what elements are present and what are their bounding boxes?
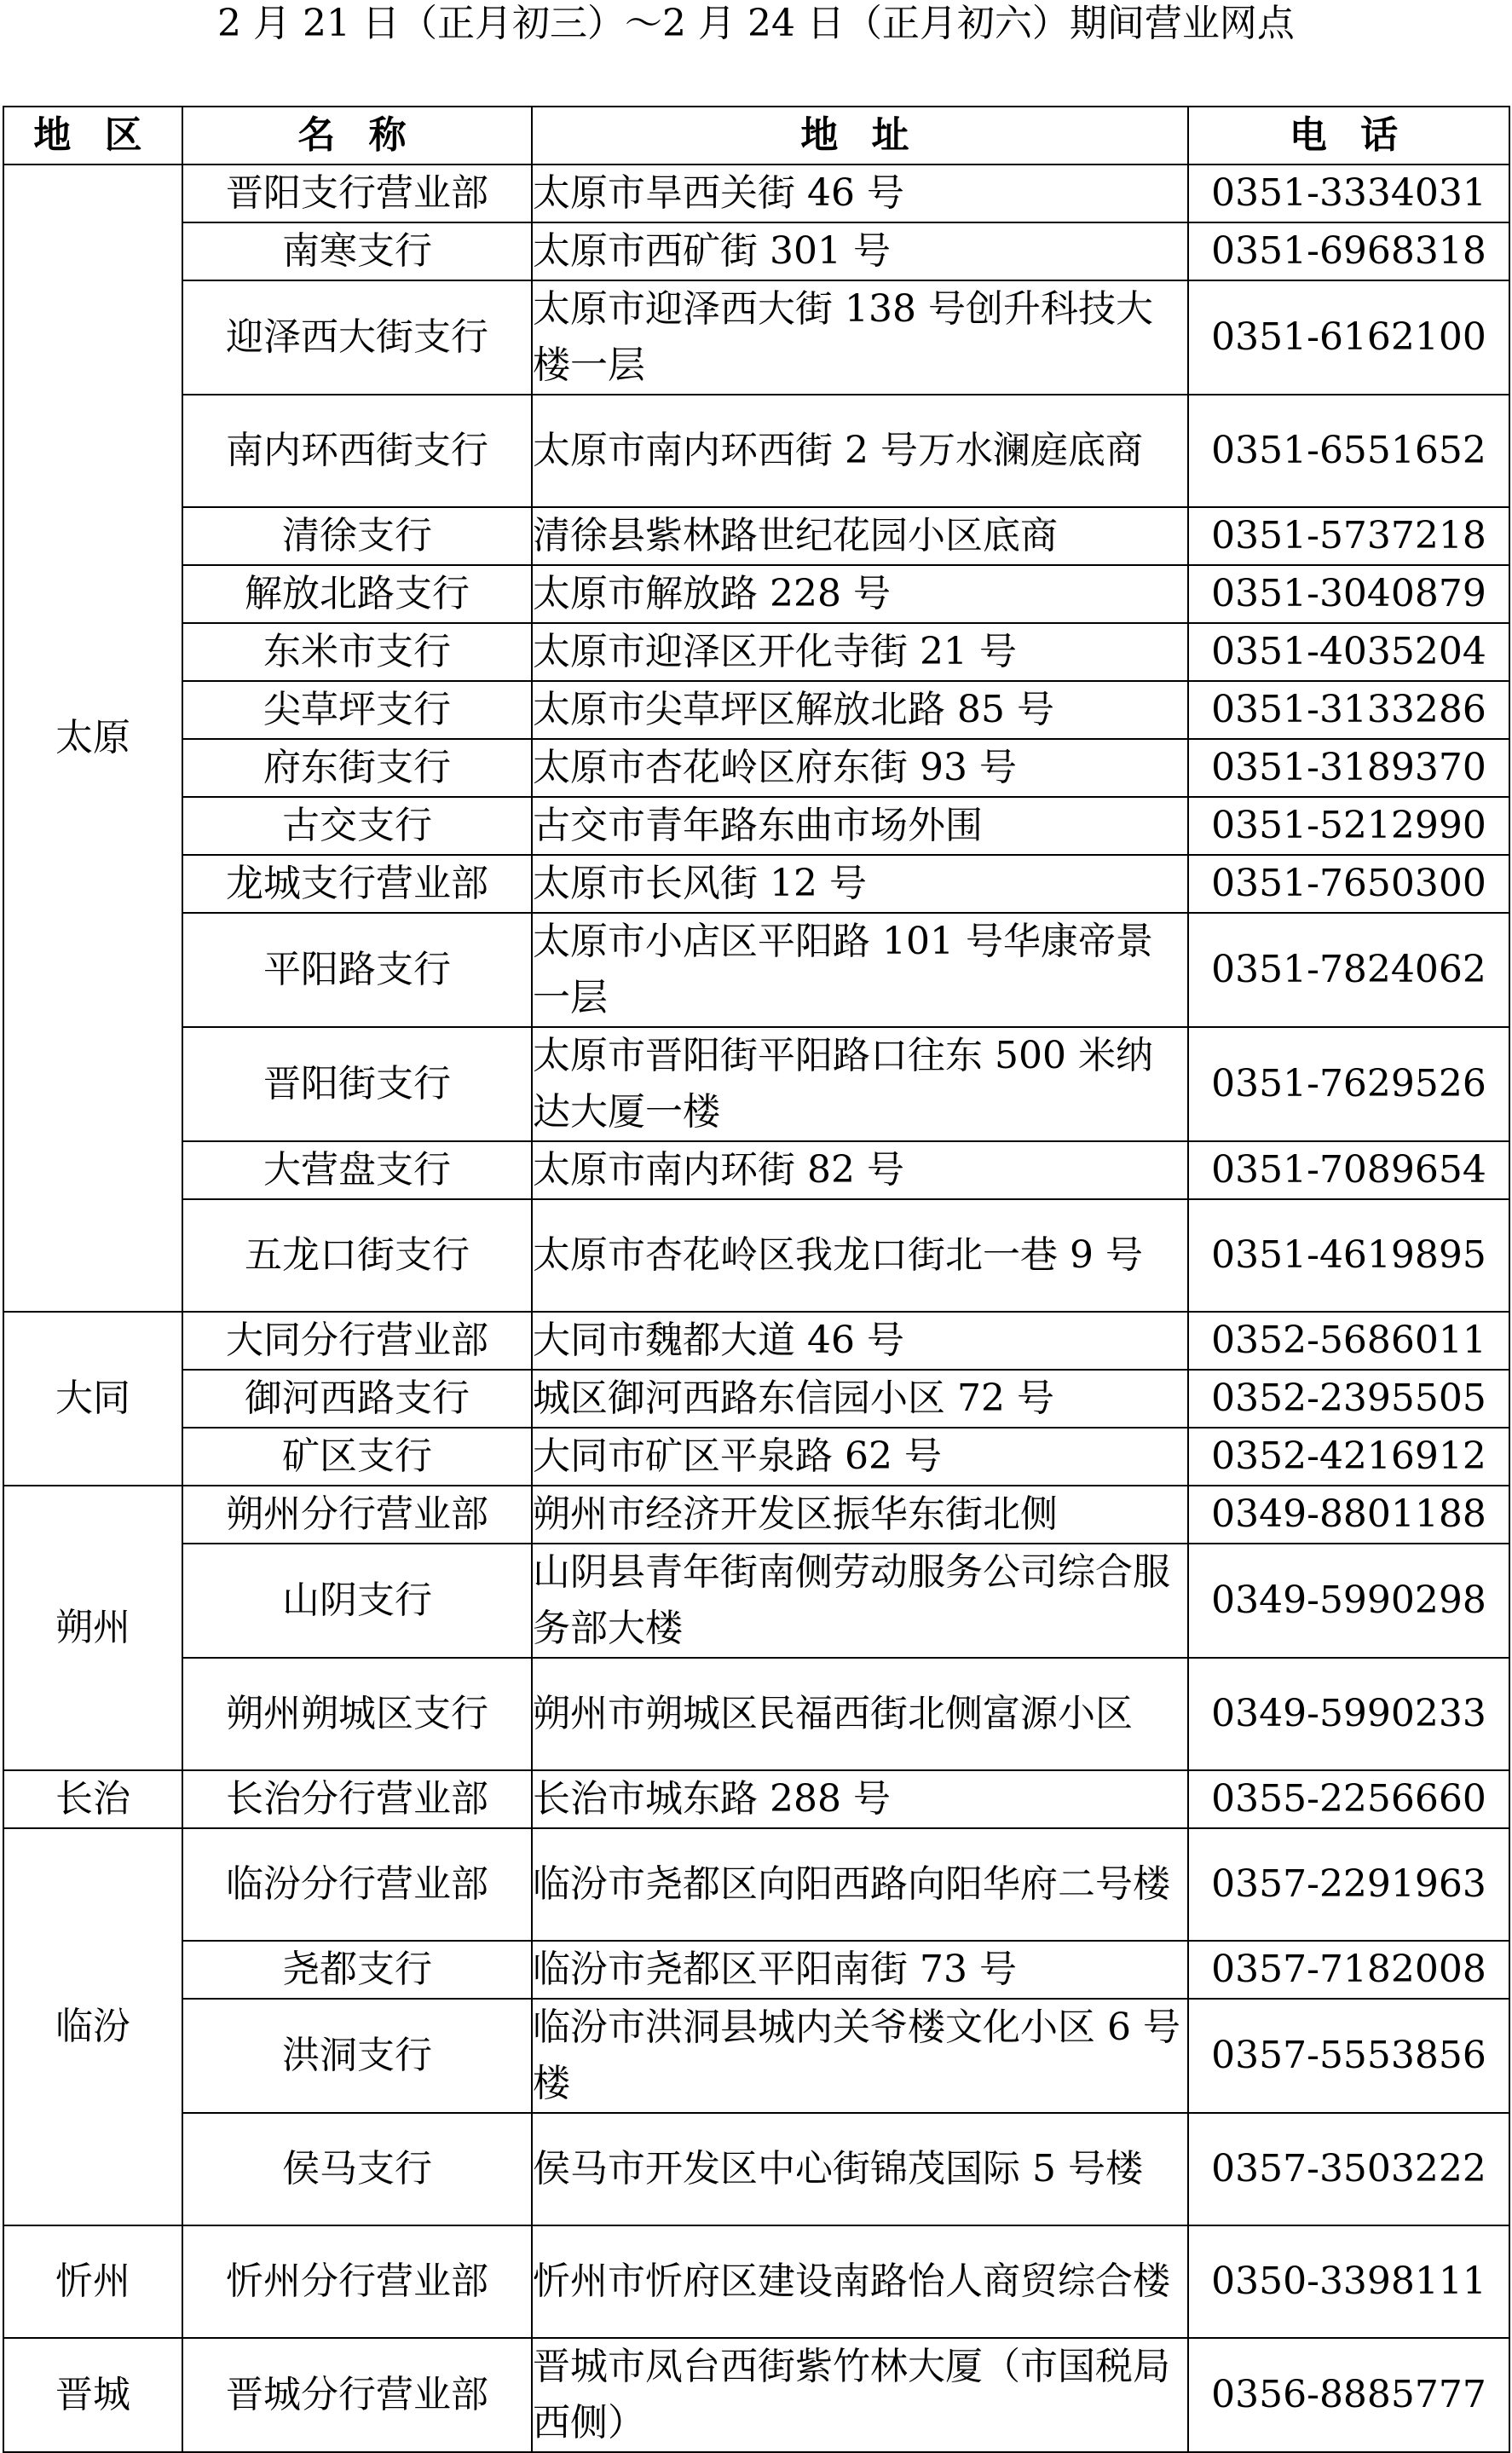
table-row [3, 1312, 1509, 1370]
branch-address-cell: 古交市青年路东曲市场外围 [532, 797, 1188, 855]
branch-name-cell: 朔州分行营业部 [182, 1486, 532, 1544]
region-cell: 大同 [3, 1312, 182, 1486]
table-row [3, 1658, 1509, 1770]
table-row [3, 1770, 1509, 1828]
region-cell: 忻州 [3, 2225, 182, 2338]
branch-name-cell: 晋阳街支行 [182, 1027, 532, 1141]
branch-address-cell: 侯马市开发区中心街锦茂国际 5 号楼 [532, 2113, 1188, 2225]
table-row [3, 395, 1509, 507]
branch-address-cell: 太原市南内环街 82 号 [532, 1141, 1188, 1199]
branch-phone-cell: 0352-4216912 [1188, 1428, 1509, 1486]
branch-name-cell: 古交支行 [182, 797, 532, 855]
branch-phone-cell: 0355-2256660 [1188, 1770, 1509, 1828]
branch-address-cell: 太原市迎泽西大街 138 号创升科技大楼一层 [532, 280, 1188, 395]
branch-name-cell: 侯马支行 [182, 2113, 532, 2225]
branch-phone-cell: 0351-6162100 [1188, 280, 1509, 395]
page-title: 2 月 21 日（正月初三）～2 月 24 日（正月初六）期间营业网点 [217, 2, 1295, 45]
table-row [3, 222, 1509, 280]
branch-address-cell: 太原市小店区平阳路 101 号华康帝景一层 [532, 913, 1188, 1027]
branch-address-cell: 太原市尖草坪区解放北路 85 号 [532, 681, 1188, 739]
region-cell: 晋城 [3, 2338, 182, 2452]
branch-address-cell: 太原市西矿街 301 号 [532, 222, 1188, 280]
branch-phone-cell: 0351-3189370 [1188, 739, 1509, 797]
table-row [3, 2225, 1509, 2338]
branch-phone-cell: 0351-3040879 [1188, 565, 1509, 623]
table-row [3, 1999, 1509, 2113]
branch-phone-cell: 0351-6968318 [1188, 222, 1509, 280]
branch-address-cell: 临汾市尧都区向阳西路向阳华府二号楼 [532, 1828, 1188, 1941]
table-row [3, 797, 1509, 855]
region-cell: 临汾 [3, 1828, 182, 2225]
table-row [3, 913, 1509, 1027]
table-row [3, 1027, 1509, 1141]
branch-phone-cell: 0351-7089654 [1188, 1141, 1509, 1199]
branch-address-cell: 太原市杏花岭区我龙口街北一巷 9 号 [532, 1199, 1188, 1312]
branch-address-cell: 长治市城东路 288 号 [532, 1770, 1188, 1828]
table-row [3, 1544, 1509, 1658]
branch-name-cell: 朔州朔城区支行 [182, 1658, 532, 1770]
branch-address-cell: 大同市魏都大道 46 号 [532, 1312, 1188, 1370]
branch-phone-cell: 0351-5737218 [1188, 507, 1509, 565]
table-row [3, 280, 1509, 395]
branch-name-cell: 长治分行营业部 [182, 1770, 532, 1828]
branch-phone-cell: 0351-7824062 [1188, 913, 1509, 1027]
branch-address-cell: 太原市杏花岭区府东街 93 号 [532, 739, 1188, 797]
branch-address-cell: 临汾市洪洞县城内关爷楼文化小区 6 号楼 [532, 1999, 1188, 2113]
column-header-phone: 电 话 [1188, 107, 1509, 164]
branch-name-cell: 清徐支行 [182, 507, 532, 565]
table-row [3, 623, 1509, 681]
table-header-row [3, 107, 1509, 164]
branch-name-cell: 山阴支行 [182, 1544, 532, 1658]
branch-table [3, 106, 1510, 2453]
region-cell: 长治 [3, 1770, 182, 1828]
region-cell: 太原 [3, 164, 182, 1312]
branch-phone-cell: 0352-5686011 [1188, 1312, 1509, 1370]
branch-address-cell: 朔州市朔城区民福西街北侧富源小区 [532, 1658, 1188, 1770]
branch-phone-cell: 0349-5990298 [1188, 1544, 1509, 1658]
branch-name-cell: 忻州分行营业部 [182, 2225, 532, 2338]
table-row [3, 739, 1509, 797]
table-row [3, 1370, 1509, 1428]
branch-address-cell: 太原市迎泽区开化寺街 21 号 [532, 623, 1188, 681]
branch-phone-cell: 0357-2291963 [1188, 1828, 1509, 1941]
branch-address-cell: 清徐县紫林路世纪花园小区底商 [532, 507, 1188, 565]
branch-address-cell: 大同市矿区平泉路 62 号 [532, 1428, 1188, 1486]
branch-name-cell: 御河西路支行 [182, 1370, 532, 1428]
branch-address-cell: 临汾市尧都区平阳南街 73 号 [532, 1941, 1188, 1999]
branch-name-cell: 府东街支行 [182, 739, 532, 797]
branch-name-cell: 尧都支行 [182, 1941, 532, 1999]
table-row [3, 681, 1509, 739]
branch-name-cell: 南寒支行 [182, 222, 532, 280]
branch-phone-cell: 0351-4619895 [1188, 1199, 1509, 1312]
branch-phone-cell: 0351-5212990 [1188, 797, 1509, 855]
branch-name-cell: 大同分行营业部 [182, 1312, 532, 1370]
branch-name-cell: 迎泽西大街支行 [182, 280, 532, 395]
branch-phone-cell: 0351-4035204 [1188, 623, 1509, 681]
table-row [3, 1199, 1509, 1312]
branch-phone-cell: 0352-2395505 [1188, 1370, 1509, 1428]
branch-phone-cell: 0351-6551652 [1188, 395, 1509, 507]
column-header-name: 名 称 [182, 107, 532, 164]
branch-name-cell: 东米市支行 [182, 623, 532, 681]
table-row [3, 507, 1509, 565]
branch-name-cell: 五龙口街支行 [182, 1199, 532, 1312]
branch-address-cell: 晋城市凤台西街紫竹林大厦（市国税局西侧） [532, 2338, 1188, 2452]
table-row [3, 2338, 1509, 2452]
table-row [3, 1141, 1509, 1199]
branch-address-cell: 城区御河西路东信园小区 72 号 [532, 1370, 1188, 1428]
branch-phone-cell: 0357-7182008 [1188, 1941, 1509, 1999]
branch-name-cell: 晋阳支行营业部 [182, 164, 532, 222]
branch-name-cell: 临汾分行营业部 [182, 1828, 532, 1941]
branch-phone-cell: 0349-8801188 [1188, 1486, 1509, 1544]
branch-address-cell: 太原市长风街 12 号 [532, 855, 1188, 913]
column-header-region: 地 区 [3, 107, 182, 164]
branch-phone-cell: 0350-3398111 [1188, 2225, 1509, 2338]
table-body [3, 164, 1509, 2452]
table-row [3, 2113, 1509, 2225]
branch-phone-cell: 0349-5990233 [1188, 1658, 1509, 1770]
branch-phone-cell: 0351-7650300 [1188, 855, 1509, 913]
branch-name-cell: 解放北路支行 [182, 565, 532, 623]
table-row [3, 1941, 1509, 1999]
branch-phone-cell: 0351-3133286 [1188, 681, 1509, 739]
branch-name-cell: 晋城分行营业部 [182, 2338, 532, 2452]
branch-phone-cell: 0357-5553856 [1188, 1999, 1509, 2113]
branch-address-cell: 太原市解放路 228 号 [532, 565, 1188, 623]
branch-address-cell: 太原市南内环西街 2 号万水澜庭底商 [532, 395, 1188, 507]
branch-address-cell: 太原市旱西关街 46 号 [532, 164, 1188, 222]
branch-name-cell: 大营盘支行 [182, 1141, 532, 1199]
branch-address-cell: 太原市晋阳街平阳路口往东 500 米纳达大厦一楼 [532, 1027, 1188, 1141]
branch-phone-cell: 0357-3503222 [1188, 2113, 1509, 2225]
branch-phone-cell: 0351-3334031 [1188, 164, 1509, 222]
branch-name-cell: 尖草坪支行 [182, 681, 532, 739]
table-row [3, 565, 1509, 623]
branch-address-cell: 忻州市忻府区建设南路怡人商贸综合楼 [532, 2225, 1188, 2338]
region-cell: 朔州 [3, 1486, 182, 1770]
branch-address-cell: 山阴县青年街南侧劳动服务公司综合服务部大楼 [532, 1544, 1188, 1658]
column-header-address: 地 址 [532, 107, 1188, 164]
table-row [3, 1486, 1509, 1544]
table-row [3, 855, 1509, 913]
table-row [3, 1828, 1509, 1941]
table-row [3, 1428, 1509, 1486]
branch-phone-cell: 0356-8885777 [1188, 2338, 1509, 2452]
branch-phone-cell: 0351-7629526 [1188, 1027, 1509, 1141]
branch-name-cell: 龙城支行营业部 [182, 855, 532, 913]
branch-address-cell: 朔州市经济开发区振华东街北侧 [532, 1486, 1188, 1544]
branch-name-cell: 洪洞支行 [182, 1999, 532, 2113]
branch-name-cell: 矿区支行 [182, 1428, 532, 1486]
branch-name-cell: 南内环西街支行 [182, 395, 532, 507]
table-row [3, 164, 1509, 222]
branch-name-cell: 平阳路支行 [182, 913, 532, 1027]
